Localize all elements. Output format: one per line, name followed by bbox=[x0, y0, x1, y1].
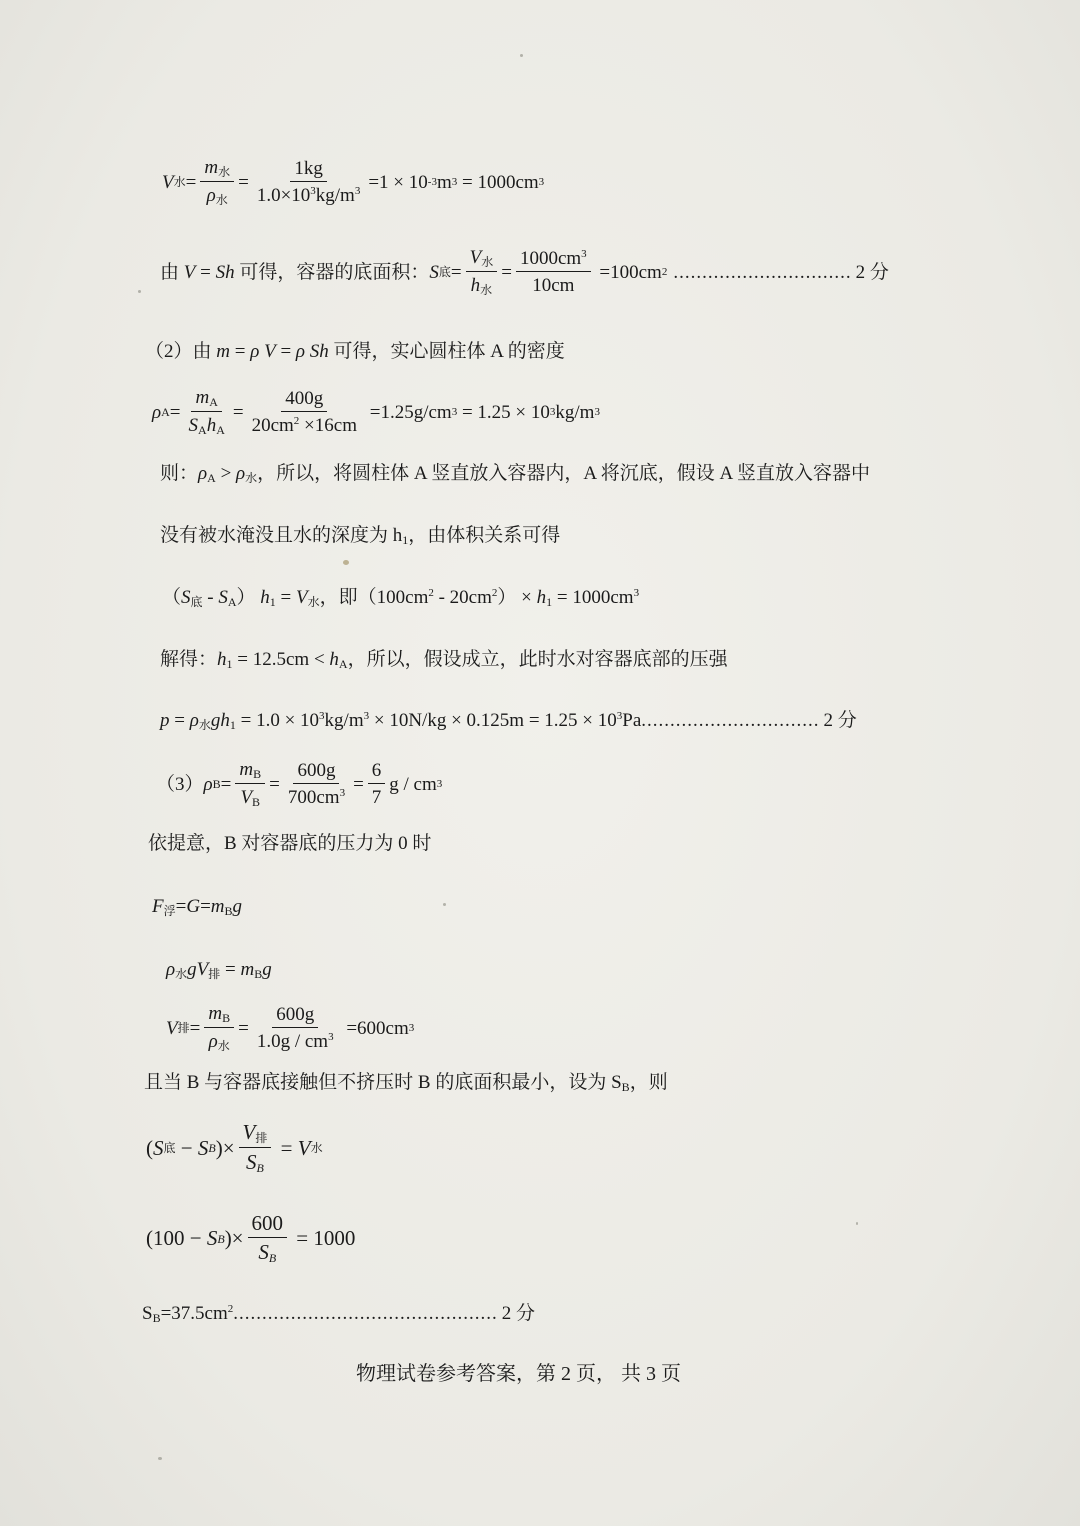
denominator: ×16cm bbox=[299, 415, 357, 436]
exponent: 3 bbox=[328, 1031, 334, 1043]
exponent: 3 bbox=[363, 710, 370, 722]
exponent: 3 bbox=[354, 185, 361, 197]
text: 由 bbox=[160, 261, 184, 283]
symbol-h: h bbox=[470, 275, 481, 296]
unit: m bbox=[436, 171, 452, 193]
symbol-V: V bbox=[166, 1017, 178, 1039]
text: 可得，容器的底面积： bbox=[234, 261, 430, 283]
subscript: B bbox=[254, 967, 263, 981]
subscript: B bbox=[152, 1311, 161, 1325]
unit: kg/m bbox=[315, 185, 355, 206]
equation-water-volume bbox=[162, 158, 544, 206]
fraction-volume-over-height bbox=[516, 249, 591, 295]
text: = 12.5cm < bbox=[232, 649, 330, 670]
symbol-Sh: Sh bbox=[309, 341, 329, 362]
subscript: 排 bbox=[208, 967, 221, 981]
condition-text bbox=[148, 834, 431, 853]
scan-speck bbox=[343, 560, 349, 565]
subscript: A bbox=[161, 405, 170, 419]
equation-area-relation bbox=[146, 1122, 323, 1174]
exponent: 2 bbox=[293, 415, 300, 427]
exponent: 3 bbox=[339, 787, 346, 799]
exponent: 3 bbox=[594, 405, 600, 418]
symbol-h: h bbox=[329, 649, 339, 670]
symbol-V: V bbox=[296, 587, 308, 608]
symbol-g: g bbox=[232, 896, 243, 917]
exponent: 3 bbox=[451, 175, 458, 188]
exponent: 3 bbox=[616, 710, 623, 722]
equation-volume-relation bbox=[162, 588, 639, 608]
exponent: 3 bbox=[633, 587, 640, 599]
equals: = bbox=[175, 896, 187, 917]
leader-dots: .............................................. bbox=[233, 1303, 498, 1324]
fraction-m-over-rho bbox=[200, 158, 234, 206]
exponent: 3 bbox=[451, 405, 458, 418]
subscript: 水 bbox=[310, 1141, 323, 1155]
equals: = bbox=[450, 261, 462, 283]
equals: = bbox=[269, 773, 280, 795]
part-2-intro bbox=[145, 342, 565, 361]
text: （2）由 bbox=[145, 341, 217, 362]
solution-h1 bbox=[160, 650, 728, 670]
equals: = bbox=[169, 401, 181, 423]
text: - 20cm bbox=[433, 587, 492, 608]
symbol-G: G bbox=[186, 896, 201, 917]
scan-speck bbox=[520, 54, 523, 57]
text: 则： bbox=[160, 463, 199, 484]
subscript: 水 bbox=[173, 175, 186, 189]
symbol-S: S bbox=[246, 1150, 257, 1174]
subscript: 水 bbox=[245, 471, 258, 485]
exponent: 3 bbox=[549, 405, 556, 418]
paren: ） bbox=[236, 587, 261, 608]
subscript: B bbox=[253, 767, 262, 781]
equals: = bbox=[275, 341, 296, 362]
subscript: B bbox=[252, 795, 261, 809]
exponent: 3 bbox=[408, 1021, 415, 1034]
symbol-rho: ρ bbox=[295, 341, 306, 362]
fraction-600-over-SB bbox=[248, 1213, 288, 1264]
leader-dots: ............................... bbox=[673, 261, 852, 283]
text: ，由体积关系可得 bbox=[408, 525, 561, 546]
score: 2 分 bbox=[855, 261, 889, 283]
subscript: B bbox=[268, 1251, 277, 1265]
equation-displaced-volume bbox=[166, 1004, 414, 1052]
symbol-S: S bbox=[153, 1135, 164, 1160]
symbol-m: m bbox=[195, 387, 210, 408]
symbol-rho: ρ bbox=[166, 959, 176, 980]
result: =600cm bbox=[341, 1017, 409, 1039]
symbol-m: m bbox=[208, 1003, 223, 1024]
paren: )× bbox=[224, 1226, 244, 1250]
paren: （ bbox=[162, 587, 182, 608]
text: = 1.0 × 10 bbox=[235, 710, 320, 731]
numerator: 1000cm bbox=[519, 248, 582, 269]
subscript: B bbox=[222, 1011, 231, 1025]
symbol-S: S bbox=[206, 1226, 218, 1250]
symbol-V: V bbox=[264, 341, 276, 362]
fraction-1kg-over-density bbox=[253, 159, 365, 205]
fraction-mB-over-rho bbox=[204, 1004, 234, 1052]
exponent: 2 bbox=[227, 1303, 234, 1315]
symbol-V: V bbox=[242, 1120, 256, 1144]
equals: = bbox=[230, 341, 251, 362]
equals: = bbox=[195, 261, 216, 283]
minus: − bbox=[175, 1135, 198, 1160]
equals: = bbox=[238, 171, 249, 193]
footer-text: 物理试卷参考答案，第 2 页， 共 3 页 bbox=[356, 1363, 681, 1385]
fraction-600g-over-700 bbox=[284, 761, 349, 807]
equals: = bbox=[220, 959, 241, 980]
subscript: 水 bbox=[217, 1039, 230, 1053]
subscript: 水 bbox=[307, 595, 320, 609]
fraction-m-over-V bbox=[235, 760, 265, 808]
result: =100cm bbox=[594, 261, 662, 283]
subscript: B bbox=[217, 1231, 225, 1246]
fraction-m-over-Sh bbox=[185, 388, 229, 436]
fraction-V-over-SB bbox=[239, 1122, 272, 1174]
equals: = bbox=[501, 261, 512, 283]
equation-archimedes bbox=[166, 960, 272, 980]
symbol-V: V bbox=[240, 787, 253, 808]
text: 解得： bbox=[160, 649, 218, 670]
fraction-600g-over-1g bbox=[253, 1005, 338, 1051]
score: 2 分 bbox=[501, 1303, 536, 1324]
symbol-V: V bbox=[297, 1135, 311, 1160]
result: = 1000cm bbox=[552, 587, 634, 608]
text: 且当 B 与容器底接触但不挤压时 B 的底面积最小，设为 S bbox=[144, 1072, 622, 1093]
symbol-m: m bbox=[210, 896, 225, 917]
scan-speck bbox=[158, 1457, 162, 1460]
greater-than: > bbox=[215, 463, 237, 484]
scan-speck bbox=[856, 1222, 858, 1225]
text: 没有被水淹没且水的深度为 h bbox=[160, 525, 403, 546]
subscript: 1 bbox=[229, 718, 236, 732]
exponent: 2 bbox=[428, 587, 434, 599]
numerator: 600 bbox=[248, 1213, 288, 1238]
subscript: 1 bbox=[226, 657, 233, 671]
symbol-V: V bbox=[196, 959, 209, 980]
text: ，即（100cm bbox=[319, 587, 429, 608]
equals: = bbox=[275, 1135, 298, 1160]
subscript: B bbox=[208, 1141, 216, 1155]
equation-numeric bbox=[146, 1213, 355, 1264]
unit: g / cm bbox=[389, 773, 437, 795]
denominator: 1.0×10 bbox=[256, 185, 311, 206]
symbol-rho: ρ bbox=[198, 463, 208, 484]
score: 2 分 bbox=[823, 710, 857, 731]
subscript: 1 bbox=[402, 533, 409, 547]
unit: Pa bbox=[622, 710, 642, 731]
equals: = bbox=[232, 401, 244, 423]
subscript: 水 bbox=[481, 255, 494, 269]
symbol-Sh: Sh bbox=[215, 261, 235, 283]
denominator: 10cm bbox=[532, 275, 575, 296]
text: (100 − bbox=[146, 1226, 207, 1250]
result: = 1.25 × 10 bbox=[457, 401, 550, 423]
subscript: 排 bbox=[255, 1131, 268, 1145]
fraction-6-over-7 bbox=[368, 761, 386, 807]
symbol-h: h bbox=[206, 415, 217, 436]
text: 依提意，B 对容器底的压力为 0 时 bbox=[148, 833, 432, 854]
equation-buoyancy bbox=[152, 897, 242, 917]
symbol-g: g bbox=[187, 959, 197, 980]
unit: kg/m bbox=[324, 710, 364, 731]
symbol-S: S bbox=[197, 1135, 209, 1160]
symbol-S: S bbox=[258, 1240, 269, 1264]
exponent: 2 bbox=[491, 587, 498, 599]
denominator: 20cm bbox=[251, 415, 294, 436]
text: ，所以，将圆柱体 A 竖直放入容器内，A 将沉底，假设 A 竖直放入容器中 bbox=[257, 463, 870, 484]
subscript: 水 bbox=[198, 718, 211, 732]
text: ） × bbox=[497, 587, 537, 608]
subscript: A bbox=[338, 657, 348, 671]
equals: = bbox=[189, 1017, 201, 1039]
symbol-m: m bbox=[240, 959, 255, 980]
symbol-m: m bbox=[216, 341, 230, 362]
symbol-h: h bbox=[536, 587, 547, 608]
numerator: 600g bbox=[272, 1005, 318, 1028]
equation-density-B bbox=[156, 760, 442, 808]
paren: ( bbox=[146, 1135, 153, 1160]
symbol-m: m bbox=[239, 759, 254, 780]
subscript: 水 bbox=[215, 193, 228, 207]
symbol-p: p bbox=[160, 710, 170, 731]
symbol-S: S bbox=[181, 587, 191, 608]
equals: = bbox=[220, 773, 232, 795]
minus: - bbox=[202, 587, 219, 608]
denominator: 1.0g / cm bbox=[256, 1031, 329, 1052]
symbol-g: g bbox=[262, 959, 272, 980]
min-area-text bbox=[144, 1073, 668, 1093]
symbol-rho: ρ bbox=[152, 401, 162, 423]
symbol-S: S bbox=[218, 587, 228, 608]
symbol-F: F bbox=[152, 896, 164, 917]
subscript: 水 bbox=[218, 165, 231, 179]
compare-density bbox=[160, 464, 870, 484]
symbol-S: S bbox=[142, 1303, 153, 1324]
subscript: 底 bbox=[438, 265, 451, 279]
subscript: B bbox=[212, 777, 221, 791]
subscript: 底 bbox=[163, 1141, 176, 1155]
symbol-rho: ρ bbox=[236, 463, 246, 484]
subscript: B bbox=[224, 904, 233, 918]
subscript: 排 bbox=[177, 1021, 190, 1035]
symbol-V: V bbox=[469, 247, 482, 268]
symbol-rho: ρ bbox=[250, 341, 260, 362]
numerator: 400g bbox=[281, 389, 327, 412]
subscript: 1 bbox=[546, 595, 553, 609]
leader-dots: ............................... bbox=[641, 710, 820, 731]
subscript: A bbox=[207, 471, 216, 485]
symbol-V: V bbox=[183, 261, 196, 283]
subscript: A bbox=[227, 595, 237, 609]
equals: = bbox=[169, 710, 190, 731]
denominator: 700cm bbox=[287, 787, 340, 808]
numerator: 1kg bbox=[290, 159, 327, 182]
exponent: 3 bbox=[436, 777, 443, 790]
text: × 10N/kg × 0.125m = 1.25 × 10 bbox=[369, 710, 617, 731]
page-footer bbox=[356, 1364, 681, 1384]
exponent: 3 bbox=[319, 710, 325, 722]
scan-speck bbox=[443, 903, 446, 906]
equals: = bbox=[185, 171, 197, 193]
equation-base-area bbox=[160, 248, 889, 296]
result: = 1000 bbox=[291, 1226, 356, 1250]
result: = 1000cm bbox=[457, 171, 539, 193]
final-answer bbox=[142, 1304, 535, 1324]
assumption-text bbox=[160, 526, 560, 546]
exponent: 3 bbox=[581, 248, 587, 260]
equation-density-A bbox=[152, 388, 600, 436]
symbol-rho: ρ bbox=[203, 773, 213, 795]
denominator: 7 bbox=[371, 787, 382, 808]
result: =1 × 10 bbox=[368, 171, 428, 193]
numerator: 6 bbox=[368, 761, 386, 784]
symbol-rho: ρ bbox=[206, 185, 216, 206]
unit: kg/m bbox=[555, 401, 595, 423]
fraction-V-over-h bbox=[466, 248, 498, 296]
text: ，则 bbox=[629, 1072, 668, 1093]
symbol-gh: gh bbox=[210, 710, 230, 731]
symbol-h: h bbox=[260, 587, 270, 608]
text: ，所以，假设成立，此时水对容器底部的压强 bbox=[347, 649, 728, 670]
subscript: 浮 bbox=[163, 904, 176, 918]
symbol-S: S bbox=[188, 415, 199, 436]
symbol-h: h bbox=[217, 649, 227, 670]
subscript: B bbox=[621, 1080, 630, 1094]
subscript: A bbox=[198, 423, 207, 437]
scan-speck bbox=[138, 290, 141, 293]
fraction-400g bbox=[248, 389, 361, 435]
symbol-rho: ρ bbox=[189, 710, 199, 731]
symbol-rho: ρ bbox=[208, 1031, 218, 1052]
equals: = bbox=[353, 773, 364, 795]
symbol-V: V bbox=[162, 171, 174, 193]
equals: = bbox=[200, 896, 211, 917]
exponent: 2 bbox=[661, 265, 668, 278]
text: 可得，实心圆柱体 A 的密度 bbox=[328, 341, 565, 362]
subscript: 1 bbox=[269, 595, 276, 609]
exponent: 3 bbox=[538, 175, 545, 188]
paren: )× bbox=[215, 1135, 235, 1160]
exponent: -3 bbox=[427, 175, 437, 188]
symbol-m: m bbox=[204, 157, 219, 178]
equation-pressure bbox=[160, 711, 857, 731]
subscript: A bbox=[209, 395, 218, 409]
subscript: 水 bbox=[175, 967, 188, 981]
subscript: 底 bbox=[190, 595, 203, 609]
subscript: 水 bbox=[480, 283, 493, 297]
equals: = bbox=[238, 1017, 249, 1039]
subscript: B bbox=[256, 1161, 264, 1175]
result: =1.25g/cm bbox=[364, 401, 452, 423]
numerator: 600g bbox=[293, 761, 339, 784]
symbol-S: S bbox=[429, 261, 439, 283]
subscript: A bbox=[216, 423, 225, 437]
result: =37.5cm bbox=[160, 1303, 228, 1324]
text: （3） bbox=[156, 773, 204, 795]
equals: = bbox=[275, 587, 297, 608]
exponent: 3 bbox=[310, 185, 316, 197]
